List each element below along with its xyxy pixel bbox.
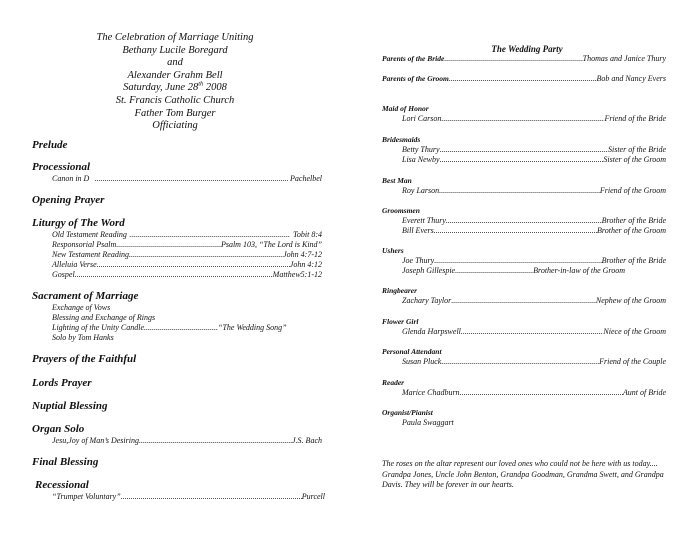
section-final-blessing <box>32 456 322 469</box>
item-right: John 4:12 <box>289 260 322 269</box>
section-organ-solo <box>32 423 322 446</box>
program-item <box>32 174 322 184</box>
member-name: Joe Thury <box>402 256 435 265</box>
item-right: Pachelbel <box>290 174 322 183</box>
wedding-party-title: The Wedding Party <box>491 44 563 54</box>
header-title: The Celebration of Marriage Uniting <box>96 32 254 43</box>
priest-name: Father Tom Burger <box>134 107 216 119</box>
item-left: Jesu,Joy of Man’s Desiring <box>52 436 139 445</box>
member-relation: Bob and Nancy Evers <box>596 74 666 83</box>
dot-leader <box>434 226 597 236</box>
dot-leader <box>444 54 582 64</box>
dot-leader <box>144 323 218 333</box>
section-title: Prelude <box>32 139 68 151</box>
member-relation: Sister of the Bride <box>608 145 666 154</box>
member-name: Everett Thury <box>402 216 446 225</box>
section-title: Processional <box>32 161 91 173</box>
member-relation: Thomas and Janice Thury <box>582 54 666 63</box>
member-relation: Niece of the Groom <box>603 327 666 336</box>
item-right: J.S. Bach <box>292 436 322 445</box>
section-title: Organ Solo <box>32 423 85 435</box>
dot-leader <box>97 260 290 270</box>
dot-leader <box>75 270 273 280</box>
item-left: “Trumpet Voluntary” <box>52 492 121 501</box>
role-personal-attendant <box>382 347 666 367</box>
dot-leader <box>439 186 600 196</box>
member-relation: Sister of the Groom <box>603 155 666 164</box>
member-name: Roy Larson <box>402 186 440 195</box>
dot-leader <box>139 436 292 446</box>
dot-leader <box>121 492 302 502</box>
dot-leader <box>95 174 288 184</box>
section-title: Opening Prayer <box>32 194 105 206</box>
role-reader <box>382 378 666 398</box>
member-relation: Friend of the Couple <box>599 357 666 366</box>
item-left: Gospel <box>52 270 75 279</box>
header-and: and <box>167 57 183 69</box>
dot-leader <box>434 256 601 266</box>
dot-leader <box>446 216 602 226</box>
member-relation: Friend of the Groom <box>599 186 666 195</box>
program-item <box>32 250 322 260</box>
parents-of-groom <box>382 74 666 84</box>
role-organist <box>382 408 666 428</box>
item-right: Psalm 103, “The Lord is Kind” <box>220 240 322 249</box>
program-item: Solo by Tom Hanks <box>52 333 114 342</box>
ceremony-header <box>0 32 350 133</box>
member-relation: Friend of the Bride <box>604 114 666 123</box>
role-best-man <box>382 176 666 196</box>
dot-leader <box>455 266 533 276</box>
member-name: Zachary Taylor <box>402 296 452 305</box>
party-row <box>382 296 666 306</box>
role-label: Flower Girl <box>382 317 419 326</box>
section-liturgy <box>32 217 322 280</box>
member-name: Susan Pluck <box>402 357 442 366</box>
dot-leader <box>129 230 289 240</box>
item-left: Lighting of the Unity Candle <box>52 323 144 332</box>
role-maid-of-honor <box>382 104 666 124</box>
dot-leader <box>449 74 597 84</box>
role-ringbearer <box>382 286 666 306</box>
item-left: Old Testament Reading <box>52 230 127 239</box>
parents-of-bride <box>382 54 666 64</box>
party-row <box>382 155 666 165</box>
party-row <box>382 186 666 196</box>
section-sacrament <box>32 290 322 343</box>
member-relation: Brother of the Groom <box>597 226 666 235</box>
item-left: Canon in D <box>52 174 90 183</box>
item-left: Responsorial Psalm <box>52 240 117 249</box>
role-label: Parents of the Groom <box>382 74 449 83</box>
party-row <box>382 327 666 337</box>
member-relation: Aunt of Bride <box>622 388 666 397</box>
member-name: Paula Swaggart <box>402 418 454 427</box>
section-title: Recessional <box>35 479 89 491</box>
role-flower-girl <box>382 317 666 337</box>
dot-leader <box>441 357 599 367</box>
dot-leader <box>129 250 283 260</box>
member-name: Bill Evers <box>402 226 434 235</box>
party-row <box>382 256 666 266</box>
party-row <box>382 357 666 367</box>
ceremony-date <box>0 82 350 95</box>
item-left: New Testament Reading <box>52 250 130 259</box>
section-title: Lords Prayer <box>32 377 92 389</box>
member-relation: Nephew of the Groom <box>595 296 666 305</box>
dot-leader <box>461 327 604 337</box>
role-ushers <box>382 246 666 276</box>
bride-name: Bethany Lucile Boregard <box>122 44 228 56</box>
groom-name: Alexander Grahm Bell <box>127 69 223 81</box>
date-ordinal: th <box>198 80 204 88</box>
section-prelude <box>32 139 322 152</box>
role-bridesmaids <box>382 135 666 165</box>
role-label: Ushers <box>382 246 404 255</box>
member-relation: Brother-in-law of the Groom <box>533 266 626 275</box>
program-item <box>32 323 322 333</box>
program-item: Blessing and Exchange of Rings <box>52 313 156 322</box>
item-right: “The Wedding Song” <box>218 323 287 332</box>
item-right: Purcell <box>301 492 325 501</box>
program-item: Exchange of Vows <box>52 303 111 312</box>
program-item <box>35 492 325 502</box>
date-year: 2008 <box>203 82 227 94</box>
member-name: Lori Carson <box>402 114 442 123</box>
section-processional <box>32 161 322 184</box>
party-row <box>382 388 666 398</box>
program-item <box>32 230 322 240</box>
program-item <box>32 240 322 250</box>
section-title: Liturgy of The Word <box>32 217 125 229</box>
dot-leader <box>460 388 623 398</box>
section-nuptial <box>32 400 322 413</box>
section-title: Sacrament of Marriage <box>32 290 139 302</box>
section-lords-prayer <box>32 377 322 390</box>
section-opening-prayer <box>32 194 322 207</box>
role-label: Reader <box>382 378 405 387</box>
member-relation: Brother of the Bride <box>601 216 666 225</box>
dot-leader <box>451 296 596 306</box>
member-name: Joseph Gillespie <box>402 266 456 275</box>
member-relation: Brother of the Bride <box>601 256 666 265</box>
dot-leader <box>116 240 221 250</box>
section-title: Nuptial Blessing <box>32 400 108 412</box>
role-label: Bridesmaids <box>382 135 421 144</box>
program-item <box>32 436 322 446</box>
party-row <box>382 216 666 226</box>
section-recessional <box>35 479 325 502</box>
role-label: Best Man <box>382 176 412 185</box>
item-right: Matthew5:1-12 <box>272 270 322 279</box>
dot-leader <box>440 145 608 155</box>
dot-leader <box>441 114 604 124</box>
party-row <box>382 266 666 276</box>
role-label: Organist/Pianist <box>382 408 433 417</box>
role-groomsmen <box>382 206 666 236</box>
item-right: Tobit 8:4 <box>293 230 322 239</box>
program-item <box>32 260 322 270</box>
member-name: Marice Chadburn <box>402 388 460 397</box>
program-item <box>32 270 322 280</box>
date-text: Saturday, June 28 <box>123 82 199 94</box>
party-row <box>382 145 666 155</box>
party-row <box>382 226 666 236</box>
role-label: Personal Attendant <box>382 347 442 356</box>
officiating-label: Officiating <box>152 120 198 132</box>
dot-leader <box>440 155 604 165</box>
role-label: Groomsmen <box>382 206 420 215</box>
party-row <box>382 54 666 64</box>
role-label: Maid of Honor <box>382 104 429 113</box>
section-title: Final Blessing <box>32 456 99 468</box>
member-name: Glenda Harpswell <box>402 327 461 336</box>
role-label: Ringbearer <box>382 286 418 295</box>
party-row <box>382 114 666 124</box>
member-name: Lisa Newby <box>402 155 440 164</box>
item-right: John 4:7-12 <box>283 250 322 259</box>
party-row <box>382 74 666 84</box>
item-left: Alleluia Verse <box>52 260 97 269</box>
church-name: St. Francis Catholic Church <box>115 94 235 106</box>
section-title: Prayers of the Faithful <box>32 353 137 365</box>
member-name: Betty Thury <box>402 145 440 154</box>
section-prayers <box>32 353 322 366</box>
memorial-note: The roses on the altar represent our loved ones who could not be here with us today.... Grandpa Jones, Uncle John Benton, Grandpa Goodman, Grandma Swett, and Grandpa Davis. They will be forever in our hearts. <box>382 459 664 489</box>
role-label: Parents of the Bride <box>382 54 445 63</box>
